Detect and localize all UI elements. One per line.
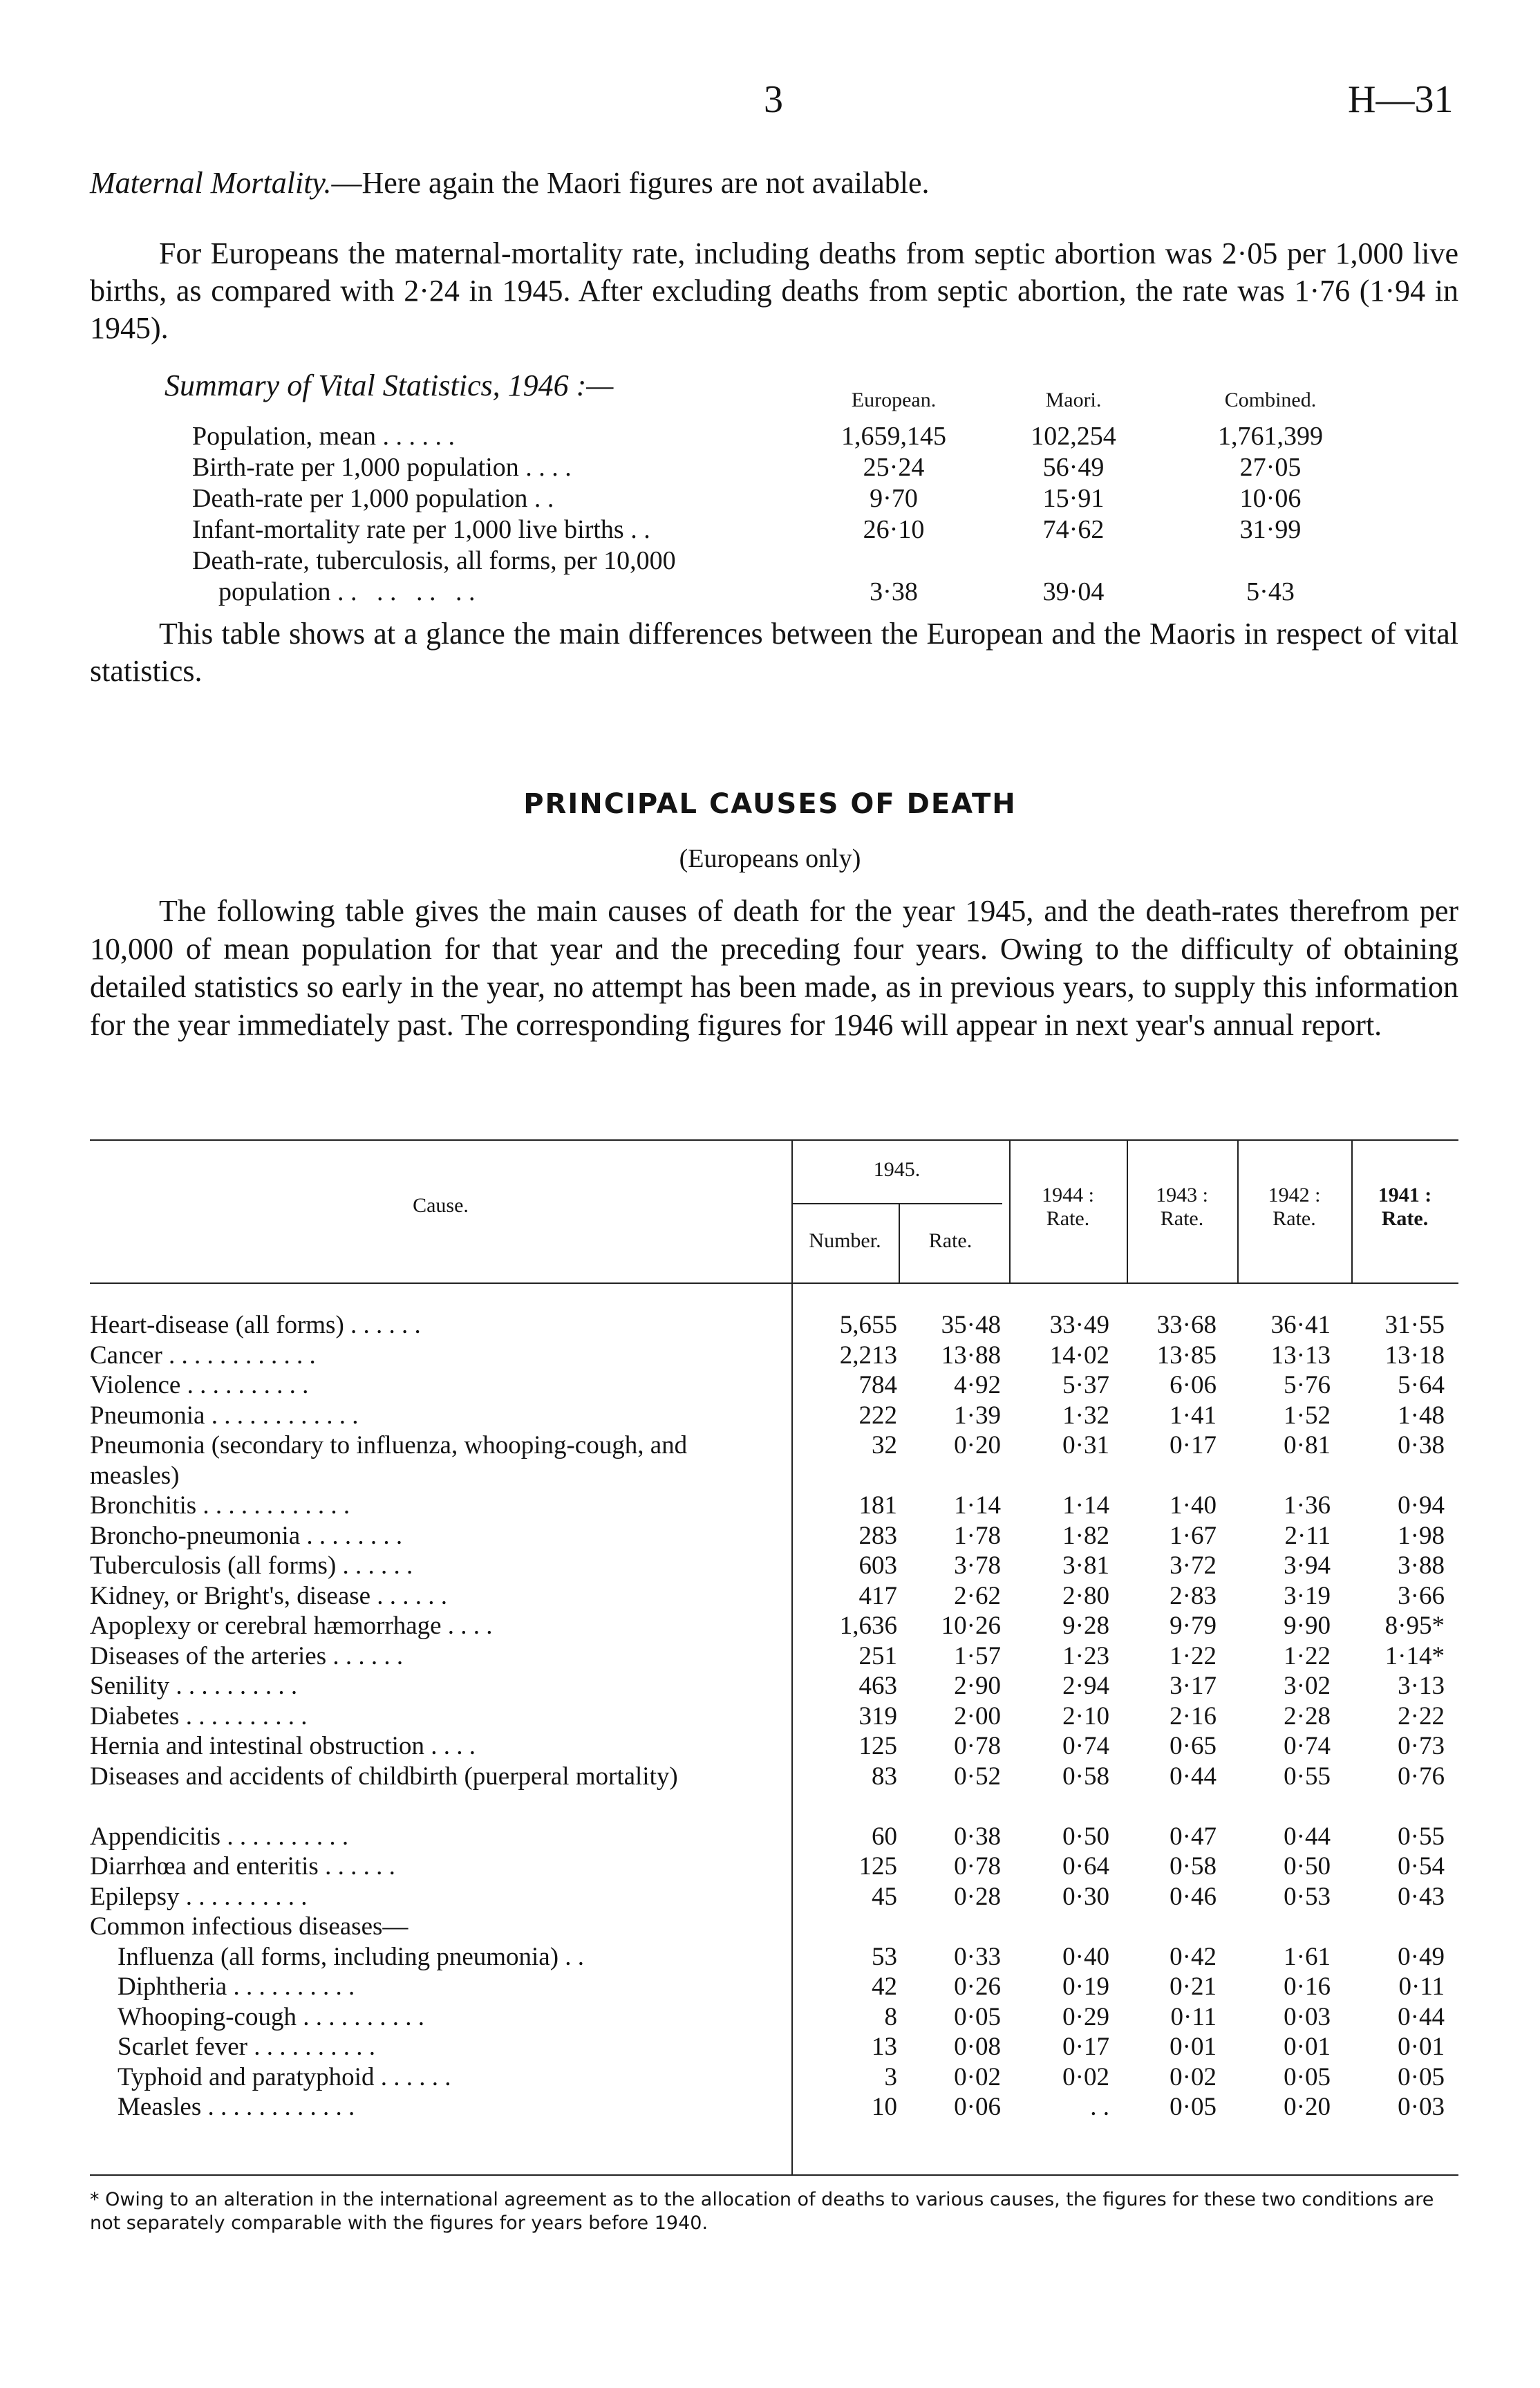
number-1945-cell: 60	[872, 1822, 897, 1851]
summary-maori-value: 15·91	[1042, 484, 1105, 513]
summary-row-label: Population, mean . . . . . .	[192, 422, 455, 451]
summary-european-value: 9·70	[870, 484, 918, 513]
number-1945-cell: 463	[858, 1672, 897, 1700]
cause-label: Diseases and accidents of childbirth (puerperal mortality)	[90, 1762, 678, 1791]
cause-label: Scarlet fever . . . . . . . . . .	[118, 2033, 375, 2061]
rate-1945-cell: 0·06	[954, 2093, 1001, 2121]
summary-row	[192, 577, 1367, 608]
rate-1945-cell: 2·00	[954, 1701, 1001, 1731]
rate-1941-cell: 31·55	[1384, 1311, 1445, 1339]
rate-1943-cell: 0·44	[1170, 1762, 1217, 1791]
number-1945-cell: 83	[872, 1762, 897, 1791]
causes-intro-paragraph: The following table gives the main causes of death for the year 1945, and the death-rates therefrom per 10,000 of mean population for that year and the preceding four years. Owing to the difficulty of obtaining detailed statistics so early in the year, no attempt has been made, as in previous years, to supply this information for the year immediately past. The corresponding figures for 1946 will appear in next year's annual report.	[90, 894, 1458, 1042]
header-1941-rate: Rate.	[1381, 1207, 1429, 1230]
rate-1943-cell: 1·40	[1170, 1491, 1217, 1520]
rate-1943-cell: 0·05	[1170, 2093, 1217, 2121]
maternal-mortality-paragraph: For Europeans the maternal-mortality rate, including deaths from septic abortion was 2·05 per 1,000 live births, as compared with 2·24 in 1945. After excluding deaths from septic abortion, the rate was 1·76 (1·94 in 1945).	[90, 236, 1458, 345]
rate-1944-cell: 5·37	[1062, 1371, 1109, 1399]
rate-1944-cell: 1·32	[1062, 1401, 1109, 1430]
number-1945-cell: 32	[872, 1431, 897, 1459]
summary-row-label: Death-rate, tuberculosis, all forms, per 10,000	[192, 546, 676, 575]
summary-combined-value	[1174, 545, 1367, 577]
rate-1942-cell: 1·61	[1284, 1942, 1331, 1971]
summary-heading: Summary of Vital Statistics, 1946 :—	[165, 369, 614, 402]
rate-1942-cell: 1·36	[1284, 1491, 1331, 1520]
rate-1944-cell: 0·02	[1062, 2062, 1109, 2091]
header-1945: 1945.	[873, 1158, 921, 1181]
rate-1945-cell: 10·26	[941, 1612, 1001, 1640]
rate-1941-cell: 1·98	[1398, 1521, 1445, 1550]
rate-1941-cell: 3·66	[1398, 1581, 1445, 1610]
rate-1945-cell: 3·78	[954, 1551, 1001, 1580]
rate-1944-cell: 0·50	[1062, 1822, 1109, 1851]
rate-1941-cell: 5·64	[1398, 1371, 1445, 1399]
rate-1943-cell: 6·06	[1170, 1371, 1217, 1399]
rate-1942-cell: 3·94	[1284, 1551, 1331, 1580]
number-1945-cell: 125	[858, 1852, 897, 1881]
header-1942	[1237, 1184, 1351, 1231]
number-1945-cell: 1,636	[839, 1612, 897, 1640]
rate-1945-cell: 2·62	[954, 1581, 1001, 1610]
rate-1944-cell: 0·74	[1062, 1732, 1109, 1760]
cause-label: Measles . . . . . . . . . . . .	[118, 2093, 355, 2121]
cause-label: Whooping-cough . . . . . . . . . .	[118, 2002, 424, 2031]
summary-row	[192, 545, 1367, 577]
rate-1945-cell: 0·08	[954, 2033, 1001, 2061]
rate-1945-cell: 0·20	[954, 1431, 1001, 1459]
rate-1941-cell: 0·54	[1398, 1852, 1445, 1881]
header-1941	[1351, 1184, 1458, 1231]
rate-1944-cell: 0·64	[1062, 1852, 1109, 1881]
rate-1942-cell: 0·81	[1284, 1431, 1331, 1459]
rate-1942-cell: 0·53	[1284, 1882, 1331, 1911]
summary-col-european: European.	[851, 389, 937, 411]
rate-1943-cell: 1·67	[1170, 1521, 1217, 1550]
header-1941-year: 1941 :	[1378, 1184, 1432, 1206]
rate-1942-cell: 0·50	[1284, 1852, 1331, 1881]
rate-1945-cell: 1·78	[954, 1521, 1001, 1550]
summary-european-value: 25·24	[863, 453, 925, 482]
rate-1943-cell: 13·85	[1156, 1341, 1217, 1370]
cause-label: Apoplexy or cerebral hæmorrhage . . . .	[90, 1612, 493, 1640]
summary-table	[192, 384, 1367, 608]
summary-combined-value: 27·05	[1239, 453, 1302, 482]
summary-row-label: Infant-mortality rate per 1,000 live births . .	[192, 515, 650, 544]
rate-1945-cell: 1·14	[954, 1491, 1001, 1520]
rate-1943-cell: 2·16	[1170, 1701, 1217, 1731]
rate-1943-cell: 9·79	[1170, 1612, 1217, 1640]
rate-1943-cell: 33·68	[1156, 1311, 1217, 1339]
summary-col-maori: Maori.	[1045, 389, 1102, 411]
cause-label: Diarrhœa and enteritis . . . . . .	[90, 1852, 395, 1881]
rate-1945-cell: 0·05	[954, 2002, 1001, 2031]
rate-1944-cell: 0·58	[1062, 1762, 1109, 1791]
rate-1944-cell: 9·28	[1062, 1612, 1109, 1640]
rate-1945-cell: 0·02	[954, 2062, 1001, 2091]
number-1945-cell: 53	[872, 1942, 897, 1971]
rate-1941-cell: 8·95*	[1384, 1612, 1445, 1640]
rate-1945-cell: 0·26	[954, 1972, 1001, 2001]
number-1945-cell: 45	[872, 1882, 897, 1911]
rate-1945-cell: 0·52	[954, 1762, 1001, 1791]
rate-1945-cell: 0·78	[954, 1732, 1001, 1760]
cause-label: Appendicitis . . . . . . . . . .	[90, 1822, 349, 1851]
header-1943-year: 1943 :	[1156, 1184, 1208, 1206]
footnote: * Owing to an alteration in the international agreement as to the allocation of deaths to various causes, the figures for these two conditions are not separately comparable with the figures for years before 1940.	[90, 2189, 1434, 2234]
rate-1945-cell: 13·88	[941, 1341, 1001, 1370]
summary-maori-value: 102,254	[1031, 422, 1116, 451]
rate-1941-cell: 0·05	[1398, 2062, 1445, 2091]
rate-1942-cell: 2·11	[1284, 1521, 1331, 1550]
rate-1944-cell: 2·94	[1062, 1672, 1109, 1700]
rate-1942-cell: 3·19	[1284, 1581, 1331, 1610]
header-1944	[1009, 1184, 1127, 1231]
rate-1941-cell: 0·76	[1398, 1762, 1445, 1791]
summary-row-label: Birth-rate per 1,000 population . . . .	[192, 453, 572, 482]
rate-1942-cell: 0·16	[1284, 1972, 1331, 2001]
number-1945-cell: 3	[884, 2062, 897, 2091]
column-divider	[791, 1141, 793, 2174]
cause-label: Violence . . . . . . . . . .	[90, 1371, 309, 1399]
rate-1944-cell: 0·19	[1062, 1972, 1109, 2001]
cause-label: Diabetes . . . . . . . . . .	[90, 1701, 308, 1731]
cause-label: Typhoid and paratyphoid . . . . . .	[118, 2062, 451, 2091]
number-1945-cell: 8	[884, 2002, 897, 2031]
rate-1945-cell: 2·90	[954, 1672, 1001, 1700]
number-1945-cell: 42	[872, 1972, 897, 2001]
rate-1943-cell: 0·11	[1170, 2002, 1217, 2031]
summary-note: This table shows at a glance the main differences between the European and the Maoris in respect of vital statistics.	[90, 617, 1458, 688]
header-1942-rate: Rate.	[1273, 1207, 1316, 1230]
rate-1941-cell: 0·49	[1398, 1942, 1445, 1971]
summary-european-value	[814, 545, 973, 577]
summary-maori-value: 56·49	[1042, 453, 1105, 482]
rate-1944-cell: 2·10	[1062, 1701, 1109, 1731]
rate-1943-cell: 0·46	[1170, 1882, 1217, 1911]
rate-1945-cell: 1·57	[954, 1641, 1001, 1670]
header-1945-rate: Rate.	[928, 1229, 973, 1252]
header-bottom-rule	[90, 1282, 1458, 1284]
rate-1945-cell: 1·39	[954, 1401, 1001, 1430]
rate-1941-cell: 0·94	[1398, 1491, 1445, 1520]
summary-combined-value: 10·06	[1239, 484, 1302, 513]
rate-1942-cell: 1·22	[1284, 1641, 1331, 1670]
rate-1943-cell: 0·42	[1170, 1942, 1217, 1971]
cause-label: Senility . . . . . . . . . .	[90, 1672, 298, 1700]
number-1945-cell: 251	[858, 1641, 897, 1670]
rate-1942-cell: 5·76	[1284, 1371, 1331, 1399]
rate-1944-cell: 0·29	[1062, 2002, 1109, 2031]
rate-1941-cell: 1·48	[1398, 1401, 1445, 1430]
rate-1943-cell: 3·17	[1170, 1672, 1217, 1700]
rate-1941-cell: 0·43	[1398, 1882, 1445, 1911]
rate-1941-cell: 2·22	[1398, 1701, 1445, 1731]
rate-1944-cell: 0·31	[1062, 1431, 1109, 1459]
header-sub-rule	[791, 1203, 1002, 1204]
summary-row-label: Death-rate per 1,000 population . .	[192, 484, 554, 513]
rate-1942-cell: 0·01	[1284, 2033, 1331, 2061]
rate-1942-cell: 0·74	[1284, 1732, 1331, 1760]
cause-label: Tuberculosis (all forms) . . . . . .	[90, 1551, 413, 1580]
rate-1942-cell: 36·41	[1270, 1311, 1331, 1339]
rate-1943-cell: 0·58	[1170, 1852, 1217, 1881]
number-1945-cell: 2,213	[839, 1341, 897, 1370]
number-1945-cell: 222	[858, 1401, 897, 1430]
rate-1941-cell: 3·88	[1398, 1551, 1445, 1580]
section-title: PRINCIPAL CAUSES OF DEATH	[523, 788, 1017, 820]
rate-1944-cell: 0·17	[1062, 2033, 1109, 2061]
rate-1943-cell: 0·65	[1170, 1732, 1217, 1760]
summary-maori-value	[973, 545, 1174, 577]
rate-1945-cell: 35·48	[941, 1311, 1001, 1339]
rate-1942-cell: 0·55	[1284, 1762, 1331, 1791]
header-1943	[1127, 1184, 1237, 1231]
rate-1941-cell: 0·73	[1398, 1732, 1445, 1760]
rate-1942-cell: 3·02	[1284, 1672, 1331, 1700]
cause-label: Bronchitis . . . . . . . . . . . .	[90, 1491, 350, 1520]
maternal-mortality-heading: Maternal Mortality.	[90, 166, 332, 200]
rate-1942-cell: 1·52	[1284, 1401, 1331, 1430]
rate-1945-cell: 0·33	[954, 1942, 1001, 1971]
number-1945-cell: 125	[858, 1732, 897, 1760]
rate-1942-cell: 13·13	[1270, 1341, 1331, 1370]
rate-1941-cell: 0·01	[1398, 2033, 1445, 2061]
rate-1942-cell: 0·05	[1284, 2062, 1331, 2091]
table-top-rule	[90, 1139, 1458, 1141]
rate-1944-cell: 1·82	[1062, 1521, 1109, 1550]
number-1945-cell: 5,655	[839, 1311, 897, 1339]
cause-label: Pneumonia . . . . . . . . . . . .	[90, 1401, 359, 1430]
header-cause: Cause.	[413, 1194, 469, 1217]
summary-combined-value: 5·43	[1246, 577, 1295, 606]
rate-1944-cell: 2·80	[1062, 1581, 1109, 1610]
rate-1941-cell: 13·18	[1384, 1341, 1445, 1370]
cause-label: Pneumonia (secondary to influenza, whooping-cough, and measles)	[90, 1431, 688, 1490]
rate-1945-cell: 0·38	[954, 1822, 1001, 1851]
rate-1942-cell: 9·90	[1284, 1612, 1331, 1640]
summary-combined-value: 31·99	[1239, 515, 1302, 544]
number-1945-cell: 283	[858, 1521, 897, 1550]
rate-1945-cell: 4·92	[954, 1371, 1001, 1399]
header-1943-rate: Rate.	[1160, 1207, 1204, 1230]
rate-1941-cell: 3·13	[1398, 1672, 1445, 1700]
summary-maori-value: 39·04	[1042, 577, 1105, 606]
maternal-mortality-intro	[90, 165, 1458, 202]
rate-1944-cell: 14·02	[1049, 1341, 1109, 1370]
cause-label: Kidney, or Bright's, disease . . . . . .	[90, 1581, 448, 1610]
number-1945-cell: 784	[858, 1371, 897, 1399]
rate-1944-cell: 1·23	[1062, 1641, 1109, 1670]
rate-1943-cell: 0·02	[1170, 2062, 1217, 2091]
summary-header-row	[192, 384, 1367, 421]
rate-1943-cell: 1·22	[1170, 1641, 1217, 1670]
header-1945-number: Number.	[809, 1229, 881, 1252]
summary-combined-value: 1,761,399	[1218, 422, 1323, 451]
rate-1941-cell: 0·11	[1398, 1972, 1445, 2001]
header-1944-rate: Rate.	[1046, 1207, 1090, 1230]
summary-row	[192, 514, 1367, 545]
summary-row	[192, 421, 1367, 452]
cause-label: Hernia and intestinal obstruction . . . .	[90, 1732, 476, 1760]
cause-label: Common infectious diseases—	[90, 1912, 409, 1941]
rate-1941-cell: 1·14*	[1384, 1641, 1445, 1670]
summary-maori-value: 74·62	[1042, 515, 1105, 544]
rate-1945-cell: 0·28	[954, 1882, 1001, 1911]
rate-1944-cell: 0·40	[1062, 1942, 1109, 1971]
cause-label: Influenza (all forms, including pneumonia) . .	[118, 1942, 585, 1971]
header-1942-year: 1942 :	[1268, 1184, 1321, 1206]
page-number: 3	[764, 78, 783, 121]
rate-1943-cell: 1·41	[1170, 1401, 1217, 1430]
rate-1941-cell: 0·03	[1398, 2093, 1445, 2121]
table-bottom-rule	[90, 2174, 1458, 2176]
rate-1944-cell: 1·14	[1062, 1491, 1109, 1520]
rate-1941-cell: 0·55	[1398, 1822, 1445, 1851]
summary-row	[192, 452, 1367, 483]
cause-label: Cancer . . . . . . . . . . . .	[90, 1341, 316, 1370]
rate-1944-cell: 0·30	[1062, 1882, 1109, 1911]
summary-european-value: 26·10	[863, 515, 925, 544]
summary-row-label: population . . . . . . . .	[192, 577, 476, 606]
rate-1943-cell: 0·17	[1170, 1431, 1217, 1459]
rate-1944-cell: 3·81	[1062, 1551, 1109, 1580]
rate-1942-cell: 0·44	[1284, 1822, 1331, 1851]
cause-label: Diseases of the arteries . . . . . .	[90, 1641, 404, 1670]
rate-1943-cell: 0·01	[1170, 2033, 1217, 2061]
cause-label: Epilepsy . . . . . . . . . .	[90, 1882, 308, 1911]
header-1944-year: 1944 :	[1042, 1184, 1094, 1206]
number-1945-cell: 417	[858, 1581, 897, 1610]
summary-col-combined: Combined.	[1224, 389, 1317, 411]
rate-1941-cell: 0·44	[1398, 2002, 1445, 2031]
rate-1945-cell: 0·78	[954, 1852, 1001, 1881]
document-code: H—31	[1348, 78, 1454, 121]
rate-1942-cell: 0·03	[1284, 2002, 1331, 2031]
summary-european-value: 3·38	[870, 577, 918, 606]
rate-1942-cell: 0·20	[1284, 2093, 1331, 2121]
cause-label: Broncho-pneumonia . . . . . . . .	[90, 1521, 403, 1550]
number-1945-cell: 13	[872, 2033, 897, 2061]
number-1945-cell: 181	[858, 1491, 897, 1520]
summary-row	[192, 483, 1367, 514]
rate-1941-cell: 0·38	[1398, 1431, 1445, 1459]
summary-european-value: 1,659,145	[841, 422, 946, 451]
rate-1943-cell: 0·47	[1170, 1822, 1217, 1851]
maternal-mortality-intro-text: —Here again the Maori figures are not available.	[331, 166, 930, 200]
cause-label: Heart-disease (all forms) . . . . . .	[90, 1311, 421, 1339]
cause-label: Diphtheria . . . . . . . . . .	[118, 1972, 355, 2001]
rate-1943-cell: 0·21	[1170, 1972, 1217, 2001]
section-subtitle: (Europeans only)	[679, 844, 861, 873]
number-1945-cell: 603	[858, 1551, 897, 1580]
rate-1943-cell: 2·83	[1170, 1581, 1217, 1610]
number-1945-cell: 319	[858, 1701, 897, 1731]
rate-1944-cell: . .	[1090, 2093, 1109, 2121]
number-1945-cell: 10	[872, 2093, 897, 2121]
rate-1944-cell: 33·49	[1049, 1311, 1109, 1339]
rate-1943-cell: 3·72	[1170, 1551, 1217, 1580]
rate-1942-cell: 2·28	[1284, 1701, 1331, 1731]
